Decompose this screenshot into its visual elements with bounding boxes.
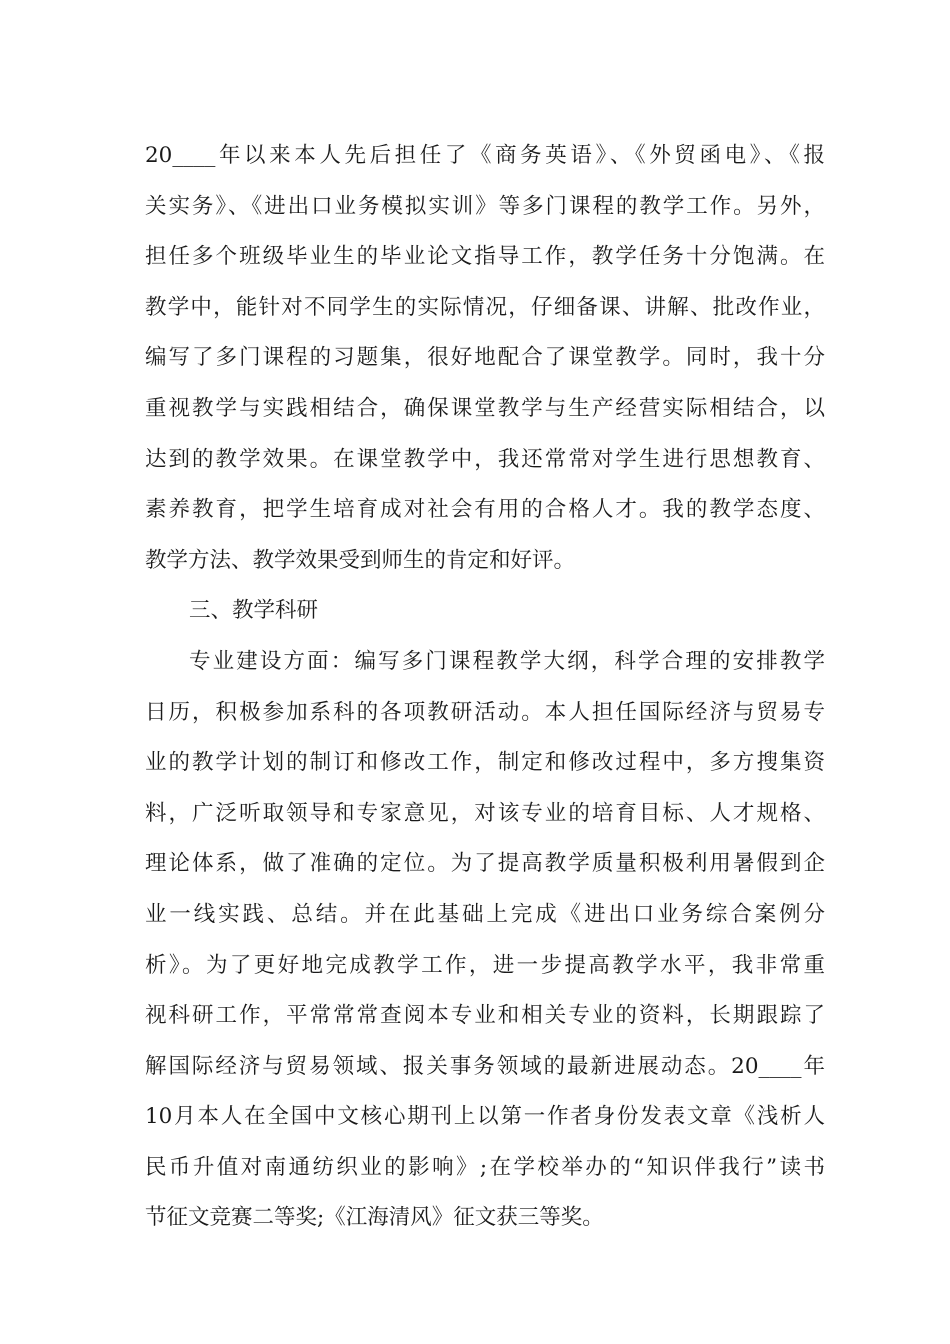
text-line: 教学中，能针对不同学生的实际情况，仔细备课、讲解、批改作业， bbox=[145, 294, 825, 320]
text-line: 担任多个班级毕业生的毕业论文指导工作，教学任务十分饱满。在 bbox=[145, 244, 825, 270]
text-line: 教学方法、教学效果受到师生的肯定和好评。 bbox=[145, 547, 576, 573]
text-line: 达到的教学效果。在课堂教学中，我还常常对学生进行思想教育、 bbox=[145, 446, 825, 472]
text-line: 编写了多门课程的习题集，很好地配合了课堂教学。同时，我十分 bbox=[145, 345, 825, 371]
text-line: 10月本人在全国中文核心期刊上以第一作者身份发表文章《浅析人 bbox=[145, 1104, 825, 1130]
text-line: 视科研工作，平常常常查阅本专业和相关专业的资料，长期跟踪了 bbox=[145, 1003, 825, 1029]
text-line: 理论体系，做了准确的定位。为了提高教学质量积极利用暑假到企 bbox=[145, 851, 825, 877]
text-line: 素养教育，把学生培育成对社会有用的合格人才。我的教学态度、 bbox=[145, 497, 825, 523]
section-heading: 三、教学科研 bbox=[189, 598, 319, 624]
text-line: 解国际经济与贸易领域、报关事务领域的最新进展动态。20____年 bbox=[145, 1053, 825, 1079]
text-line: 料，广泛听取领导和专家意见，对该专业的培育目标、人才规格、 bbox=[145, 800, 825, 826]
text-line: 关实务》、《进出口业务模拟实训》等多门课程的教学工作。另外， bbox=[145, 193, 825, 219]
text-line: 专业建设方面：编写多门课程教学大纲，科学合理的安排教学 bbox=[189, 648, 825, 674]
text-line: 节征文竞赛二等奖;《江海清风》征文获三等奖。 bbox=[145, 1205, 604, 1231]
text-line: 日历，积极参加系科的各项教研活动。本人担任国际经济与贸易专 bbox=[145, 699, 825, 725]
text-line: 20____年以来本人先后担任了《商务英语》、《外贸函电》、《报 bbox=[145, 143, 825, 168]
text-line: 业的教学计划的制订和修改工作，制定和修改过程中，多方搜集资 bbox=[145, 750, 825, 776]
text-line: 重视教学与实践相结合，确保课堂教学与生产经营实际相结合，以 bbox=[145, 395, 825, 421]
body-text bbox=[145, 131, 825, 1244]
text-line: 民币升值对南通纺织业的影响》;在学校举办的“知识伴我行”读书 bbox=[145, 1154, 825, 1180]
text-line: 析》。为了更好地完成教学工作，进一步提高教学水平，我非常重 bbox=[145, 952, 825, 978]
text-line: 业一线实践、总结。并在此基础上完成《进出口业务综合案例分 bbox=[145, 901, 825, 927]
